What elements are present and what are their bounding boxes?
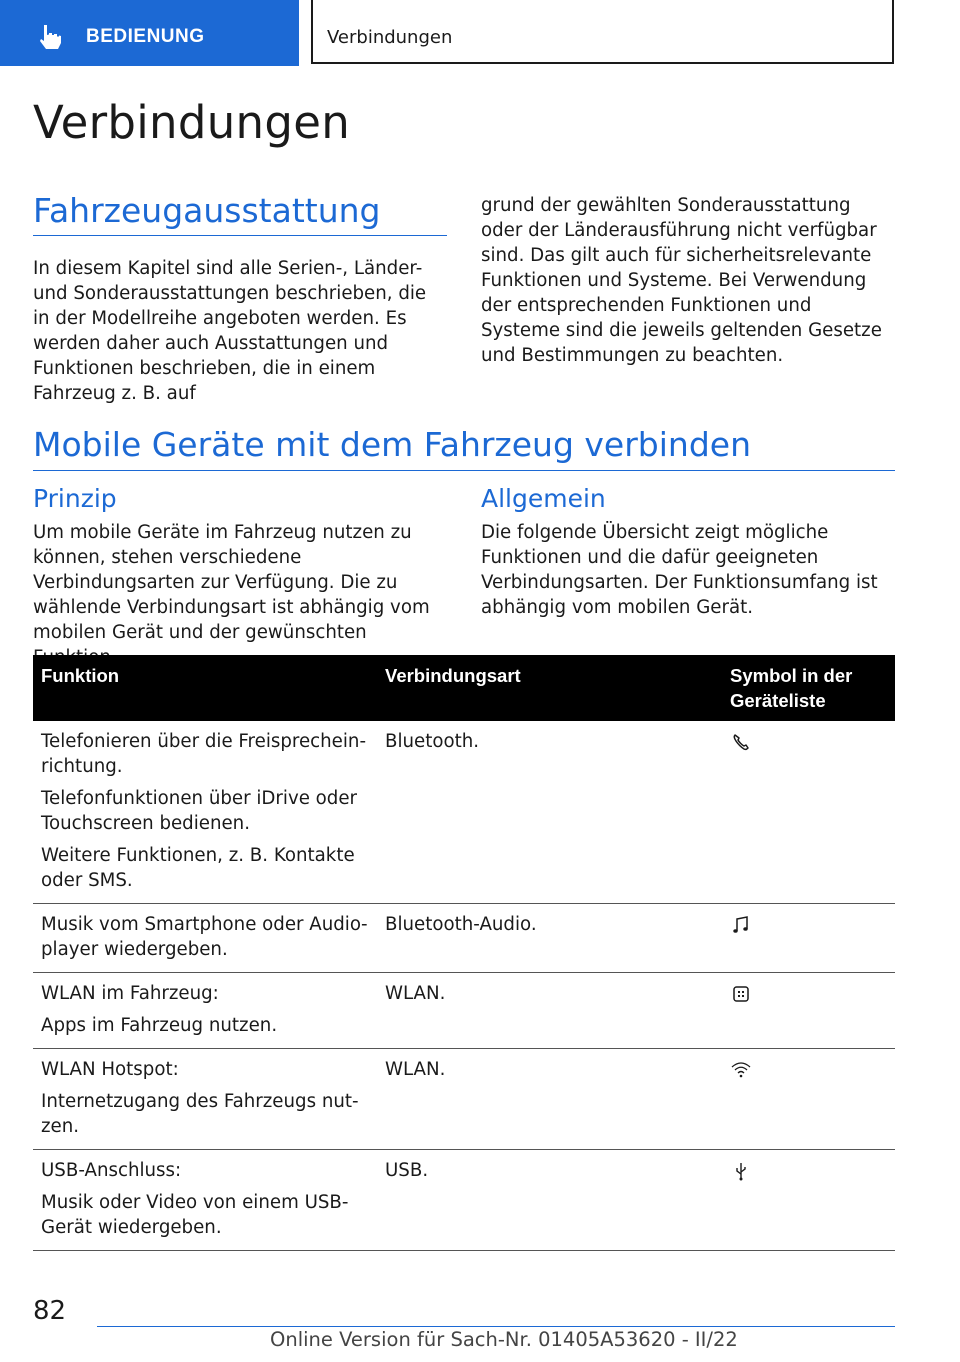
apps-icon <box>730 983 752 1005</box>
paragraph-col2: grund der gewählten Sonderausstattung oder der Länderausführung nicht verfügbar sind. Das gilt auch für sicherheitsrelevante Funktionen und Systeme. Bei Verwendung der entsprechenden Funktionen und Systeme sind die jeweils geltenden Gesetze und Bestimmungen zu beachten. <box>481 195 882 366</box>
chapter-header <box>311 0 894 64</box>
footer-rule <box>97 1326 895 1327</box>
paragraph-prinzip: Um mobile Geräte im Fahrzeug nutzen zu können, stehen verschiedene Verbindungsarten zur Verfügung. Die zu wählende Verbindungsart ist abhängig vom mobilen Gerät und der gewünschten <box>33 522 430 643</box>
subheading-prinzip: Prinzip <box>33 484 117 513</box>
wifi-icon <box>730 1059 752 1081</box>
hand-pointer-icon <box>34 22 64 52</box>
table-row <box>33 1049 895 1150</box>
column-header-funktion: Funktion <box>33 655 377 721</box>
cell-text: Musik vom Smartphone oder Audioplayer wiedergeben. <box>41 914 368 960</box>
section-label: BEDIENUNG <box>86 26 205 47</box>
paragraph-allgemein: Die folgende Übersicht zeigt mögliche Funktionen und die dafür geeigneten Verbindungsarten. Der Funktionsumfang ist abhängig vom mobilen Gerät. <box>481 522 878 618</box>
footer-text: Online Version für Sach-Nr. 01405A53620 - II/22 <box>270 1328 738 1351</box>
cell-verbindungsart: WLAN. <box>377 1049 722 1150</box>
section-rule <box>33 235 447 236</box>
page-title: Verbindungen <box>33 96 351 149</box>
column-header-verbindungsart: Verbindungsart <box>377 655 722 721</box>
cell-funktion <box>33 904 377 973</box>
cell-text: USB-Anschluss: <box>41 1160 182 1181</box>
section-heading-mobile-geraete: Mobile Geräte mit dem Fahrzeug verbinden <box>33 425 751 464</box>
cell-symbol <box>722 973 895 1049</box>
cell-text: Internetzugang des Fahrzeugs nutzen. <box>41 1091 359 1137</box>
phone-icon <box>730 731 752 753</box>
table-row <box>33 1150 895 1251</box>
cell-text: Apps im Fahrzeug nutzen. <box>41 1015 278 1036</box>
cell-verbindungsart: Bluetooth-Audio. <box>377 904 722 973</box>
section-rule <box>33 470 895 471</box>
paragraph-col1: In diesem Kapitel sind alle Serien-, Länder- und Sonderausstattungen beschrieben, die in der Modellreihe angeboten werden. Es werden daher auch Ausstattungen und Funktionen beschrieben, die in einem Fahrzeug z. B. auf <box>33 258 427 404</box>
table-header-row <box>33 655 895 721</box>
cell-text: Weitere Funktionen, z. B. Kontakte oder SMS. <box>41 845 355 891</box>
usb-icon <box>730 1160 752 1182</box>
section-heading-fahrzeugausstattung: Fahrzeugausstattung <box>33 191 381 230</box>
subheading-allgemein: Allgemein <box>481 484 606 513</box>
table-row <box>33 721 895 904</box>
cell-text: WLAN im Fahrzeug: <box>41 983 219 1004</box>
cell-funktion <box>33 1150 377 1251</box>
music-note-icon <box>730 914 752 936</box>
connections-table <box>33 655 895 1251</box>
table-row <box>33 973 895 1049</box>
cell-text: Musik oder Video von einem USB-Gerät wiedergeben. <box>41 1192 349 1238</box>
cell-verbindungsart: WLAN. <box>377 973 722 1049</box>
section-tab <box>0 0 299 66</box>
cell-symbol <box>722 1150 895 1251</box>
cell-symbol <box>722 904 895 973</box>
cell-text: Telefonieren über die Freisprecheinrichtung. <box>41 731 367 777</box>
cell-verbindungsart: Bluetooth. <box>377 721 722 904</box>
cell-text: Telefonfunktionen über iDrive oder Touchscreen bedienen. <box>41 788 358 834</box>
cell-funktion <box>33 1049 377 1150</box>
column-header-symbol: Symbol in der Geräteliste <box>722 655 895 721</box>
cell-funktion <box>33 973 377 1049</box>
cell-funktion <box>33 721 377 904</box>
cell-symbol <box>722 1049 895 1150</box>
chapter-label: Verbindungen <box>327 27 453 48</box>
cell-symbol <box>722 721 895 904</box>
cell-verbindungsart: USB. <box>377 1150 722 1251</box>
cell-text: WLAN Hotspot: <box>41 1059 179 1080</box>
table-row <box>33 904 895 973</box>
page-number: 82 <box>33 1296 67 1326</box>
